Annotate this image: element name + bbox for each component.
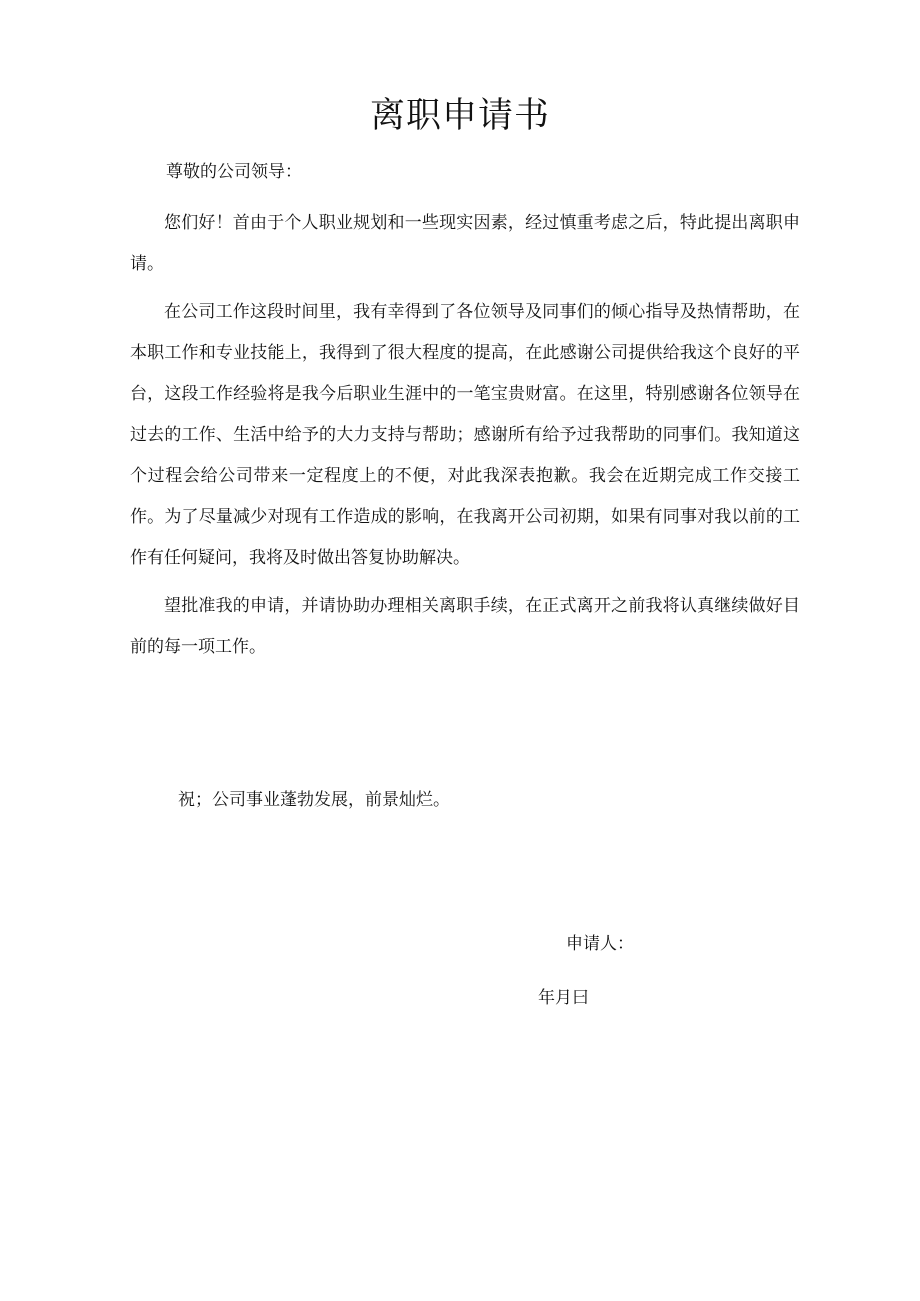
applicant-label: 申请人：	[566, 934, 634, 954]
paragraph-intro: 您们好！首由于个人职业规划和一些现实因素，经过慎重考虑之后，特此提出离职申请。	[130, 213, 800, 274]
paragraph-request: 望批准我的申请，并请协助办理相关离职手续，在正式离开之前我将认真继续做好目前的每一项工作。	[130, 596, 800, 657]
letter-body	[130, 203, 800, 675]
closing-wish: 祝；公司事业蓬勃发展，前景灿烂。	[178, 790, 450, 810]
date-label: 年月曰	[538, 988, 589, 1008]
paragraph-thanks: 在公司工作这段时间里，我有幸得到了各位领导及同事们的倾心指导及热情帮助，在本职工作和专业技能上，我得到了很大程度的提高，在此感谢公司提供给我这个良好的平台，这段工作经验将是我今后职业生涯中的一笔宝贵财富。在这里，特别感谢各位领导在过去的工作、生活中给予的大力支持与帮助；感谢所有给予过我帮助的同事们。我知道这个过程会给公司带来一定程度上的不便，对此我深表抱歉。我会在近期完成工作交接工作。为了尽量减少对现有工作造成的影响，在我离开公司初期，如果有同事对我以前的工作有任何疑问，我将及时做出答复协助解决。	[130, 302, 800, 568]
salutation: 尊敬的公司领导：	[166, 162, 302, 182]
document-title: 离职申请书	[369, 96, 550, 136]
